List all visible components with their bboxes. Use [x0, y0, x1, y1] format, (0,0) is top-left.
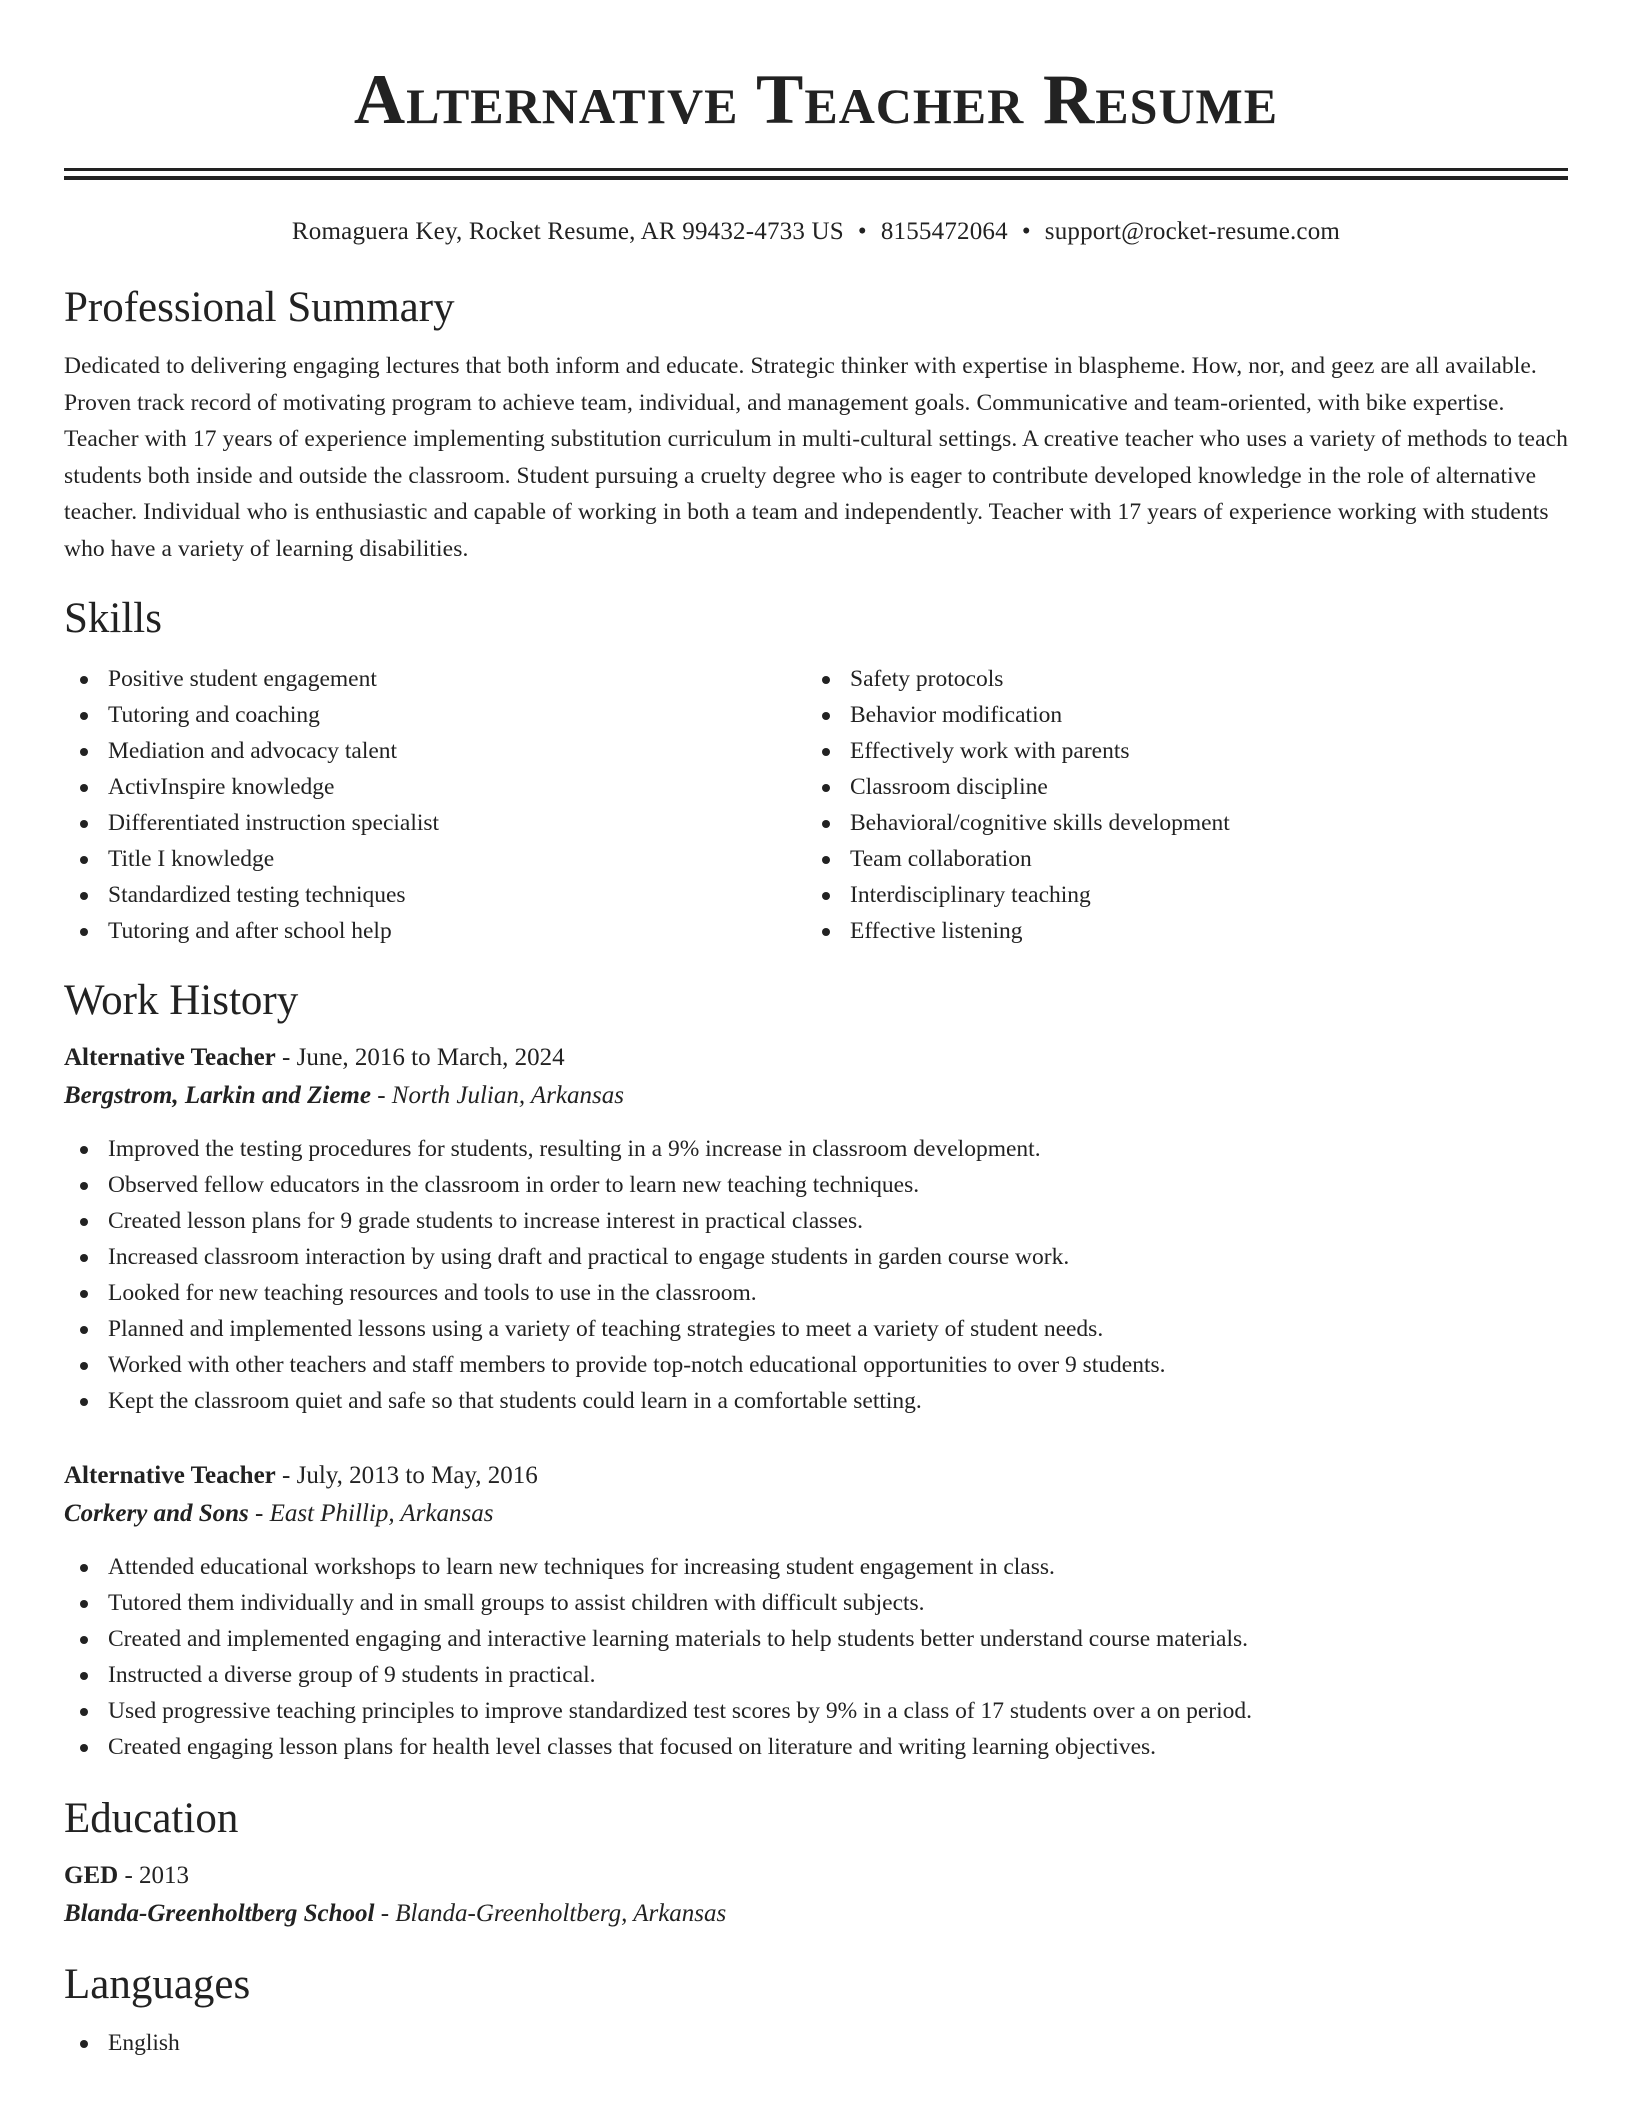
- skills-heading: Skills: [64, 595, 162, 642]
- job-employer: [64, 1077, 1568, 1115]
- skill-item: Mediation and advocacy talent: [64, 733, 806, 769]
- job-bullets: [64, 1549, 1568, 1765]
- job-bullet: Tutored them individually and in small groups to assist children with difficult subjects.: [64, 1585, 1568, 1621]
- skill-item: Effective listening: [806, 913, 1548, 949]
- job-bullet: Observed fellow educators in the classroom in order to learn new teaching techniques.: [64, 1167, 1568, 1203]
- skill-item: Effectively work with parents: [806, 733, 1548, 769]
- contact-address: Romaguera Key, Rocket Resume, AR 99432-4733 US: [291, 218, 844, 245]
- skill-item: Behavior modification: [806, 697, 1548, 733]
- education-location: - Blanda-Greenholtberg, Arkansas: [374, 1900, 727, 1927]
- languages-heading: Languages: [64, 1961, 251, 2008]
- job-bullet: Improved the testing procedures for students, resulting in a 9% increase in classroom development.: [64, 1131, 1568, 1167]
- job-bullet: Used progressive teaching principles to improve standardized test scores by 9% in a class of 17 students over a on period.: [64, 1693, 1568, 1729]
- job-bullet: Increased classroom interaction by using draft and practical to engage students in garden course work.: [64, 1239, 1568, 1275]
- education-degree: GED: [64, 1862, 119, 1889]
- skill-item: Standardized testing techniques: [64, 877, 806, 913]
- job-bullet: Attended educational workshops to learn new techniques for increasing student engagement in class.: [64, 1549, 1568, 1585]
- job-dates: - June, 2016 to March, 2024: [275, 1044, 565, 1071]
- skill-item: Title I knowledge: [64, 841, 806, 877]
- contact-line: [64, 216, 1568, 248]
- job-title: Alternative Teacher: [64, 1044, 276, 1071]
- contact-email: support@rocket-resume.com: [1044, 218, 1341, 245]
- education-school-line: [64, 1895, 1568, 1933]
- job-bullet: Planned and implemented lessons using a variety of teaching strategies to meet a variety of student needs.: [64, 1311, 1568, 1347]
- job-entry: [64, 1457, 1568, 1765]
- contact-separator: •: [857, 218, 867, 245]
- job-bullet: Created and implemented engaging and interactive learning materials to help students better understand course materials.: [64, 1621, 1568, 1657]
- job-bullets: [64, 1131, 1568, 1419]
- job-company: Corkery and Sons: [64, 1500, 249, 1527]
- job-entry: [64, 1039, 1568, 1419]
- title-divider: [64, 168, 1568, 180]
- languages-list: [64, 2025, 1568, 2061]
- skill-item: Differentiated instruction specialist: [64, 805, 806, 841]
- job-dates: - July, 2013 to May, 2016: [275, 1462, 538, 1489]
- job-bullet: Kept the classroom quiet and safe so that students could learn in a comfortable setting.: [64, 1383, 1568, 1419]
- skills-section: [64, 593, 1568, 949]
- skill-item: Team collaboration: [806, 841, 1548, 877]
- resume-title: Alternative Teacher Resume: [353, 61, 1279, 139]
- work-history-section: [64, 975, 1568, 1765]
- job-bullet: Worked with other teachers and staff members to provide top-notch educational opportunities to over 9 students.: [64, 1347, 1568, 1383]
- skill-item: Positive student engagement: [64, 661, 806, 697]
- job-bullet: Instructed a diverse group of 9 students in practical.: [64, 1657, 1568, 1693]
- skills-list-right: [806, 661, 1548, 949]
- job-title: Alternative Teacher: [64, 1462, 276, 1489]
- job-location: - North Julian, Arkansas: [370, 1082, 624, 1109]
- education-year: - 2013: [118, 1862, 190, 1889]
- skills-list-left: [64, 661, 806, 949]
- language-item: English: [64, 2025, 1568, 2061]
- skill-item: ActivInspire knowledge: [64, 769, 806, 805]
- summary-section: [64, 282, 1568, 567]
- job-location: - East Phillip, Arkansas: [248, 1500, 494, 1527]
- job-header: [64, 1039, 1568, 1077]
- skill-item: Tutoring and after school help: [64, 913, 806, 949]
- job-bullet: Created lesson plans for 9 grade students to increase interest in practical classes.: [64, 1203, 1568, 1239]
- education-heading: Education: [64, 1795, 239, 1842]
- job-header: [64, 1457, 1568, 1495]
- education-header: [64, 1857, 1568, 1895]
- contact-phone: 8155472064: [880, 218, 1008, 245]
- education-school: Blanda-Greenholtberg School: [64, 1900, 375, 1927]
- contact-separator: •: [1021, 218, 1031, 245]
- summary-text: Dedicated to delivering engaging lectures that both inform and educate. Strategic thinker with expertise in blaspheme. How, nor, and geez are all available. Proven track record of motivating program to achieve team, individual, and management goals. Communicative and team-oriented, with bike expertise. Teacher with 17 years of experience implementing substitution curriculum in multi-cultural settings. A creative teacher who uses a variety of methods to teach students both inside and outside the classroom. Student pursuing a cruelty degree who is eager to contribute developed knowledge in the role of alternative teacher. Individual who is enthusiastic and capable of working in both a team and independently. Teacher with 17 years of experience working with students who have a variety of learning disabilities.: [64, 353, 1568, 562]
- work-history-heading: Work History: [64, 977, 299, 1024]
- education-section: [64, 1793, 1568, 1933]
- job-company: Bergstrom, Larkin and Zieme: [64, 1082, 371, 1109]
- job-bullet: Created engaging lesson plans for health level classes that focused on literature and writing learning objectives.: [64, 1729, 1568, 1765]
- skill-item: Classroom discipline: [806, 769, 1548, 805]
- skill-item: Tutoring and coaching: [64, 697, 806, 733]
- languages-section: [64, 1959, 1568, 2061]
- skill-item: Interdisciplinary teaching: [806, 877, 1548, 913]
- skill-item: Behavioral/cognitive skills development: [806, 805, 1548, 841]
- skill-item: Safety protocols: [806, 661, 1548, 697]
- skills-columns: [64, 661, 1568, 949]
- job-bullet: Looked for new teaching resources and tools to use in the classroom.: [64, 1275, 1568, 1311]
- summary-heading: Professional Summary: [64, 284, 455, 331]
- job-employer: [64, 1495, 1568, 1533]
